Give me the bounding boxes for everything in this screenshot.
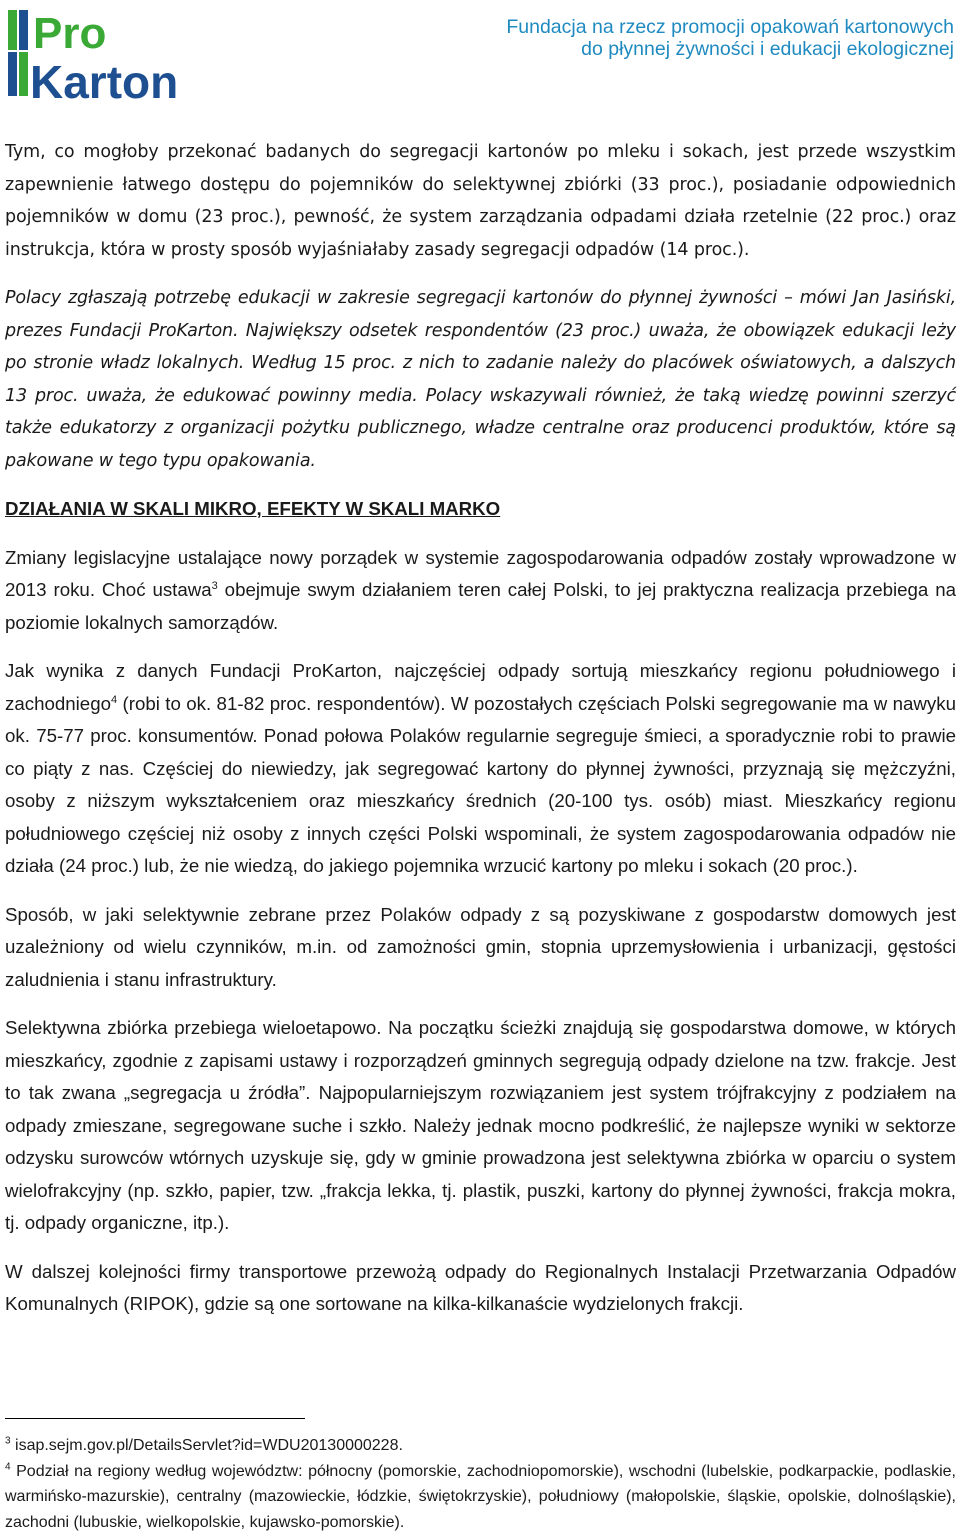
section-heading: DZIAŁANIA W SKALI MIKRO, EFEKTY W SKALI MARKO bbox=[5, 498, 501, 519]
organization-line-1: Fundacja na rzecz promocji opakowań kartonowych bbox=[506, 16, 954, 38]
footnote-number: 4 bbox=[5, 1461, 11, 1473]
paragraph-4-part-a: Jak wynika z danych Fundacji ProKarton, najczęściej odpady sortują mieszkańcy regionu południowego i zachodniego bbox=[5, 660, 956, 714]
paragraph-4 bbox=[5, 655, 956, 883]
paragraph-4-part-b: (robi to ok. 81-82 proc. respondentów). W pozostałych częściach Polski segregowanie ma w nawyku ok. 75-77 proc. konsumentów. Ponad połowa Polaków regularnie segreguje śmieci, a sporadycznie robi to prawie co piąty z nas. Częściej do niewiedzy, jak segregować kartony do płynnej żywności, przyznają się mężczyźni, osoby z niższym wykształceniem oraz mieszkańcy średnich (20-100 tys. osób) miast. Mieszkańcy regionu południowego częściej niż osoby z innych części Polski wspominali, że system zagospodarowania odpadów nie działa (24 proc.) lub, że nie wiedzą, do jakiego pojemnika wrzucić kartony po mleku i sokach (20 proc.). bbox=[5, 692, 956, 876]
paragraph-3-part-b: obejmuje swym działaniem teren całej Polski, to jej praktyczna realizacja przebiega na poziomie lokalnych samorządów. bbox=[5, 579, 956, 633]
page-header bbox=[0, 0, 960, 110]
svg-text:Pro: Pro bbox=[33, 9, 107, 58]
footnote-3 bbox=[5, 1433, 956, 1459]
paragraph-2-quote: Polacy zgłaszają potrzebę edukacji w zakresie segregacji kartonów do płynnej żywności – mówi Jan Jasiński, prezes Fundacji ProKarton. Największy odsetek respondentów (23 proc.) uważa, że obowiązek edukacji leży po stronie władz lokalnych. Według 15 proc. z nich to zadanie należy do placówek oświatowych, a dalszych 13 proc. uważa, że edukować powinny media. Polacy wskazywali również, że taką wiedzę powinni szerzyć także edukatorzy z organizacji pożytku publicznego, władze centralne oraz producenci produktów, które są pakowane w tego typu opakowania. bbox=[5, 288, 956, 471]
paragraph-1: Tym, co mogłoby przekonać badanych do segregacji kartonów po mleku i sokach, jest przede wszystkim zapewnienie łatwego dostępu do pojemników do selektywnej zbiórki (33 proc.), posiadanie odpowiednich pojemników w domu (23 proc.), pewność, że system zarządzania odpadami działa rzetelnie (22 proc.) oraz instrukcja, która w prosty sposób wyjaśniałaby zasady segregacji odpadów (14 proc.). bbox=[5, 142, 956, 260]
footnote-text: isap.sejm.gov.pl/DetailsServlet?id=WDU20130000228. bbox=[10, 1437, 403, 1454]
paragraph-7: W dalszej kolejności firmy transportowe przewożą odpady do Regionalnych Instalacji Przetwarzania Odpadów Komunalnych (RIPOK), gdzie są one sortowane na kilka-kilkanaście wydzielonych frakcji. bbox=[5, 1260, 956, 1314]
footnote-number: 3 bbox=[5, 1435, 11, 1447]
article-body bbox=[5, 136, 956, 1337]
paragraph-3 bbox=[5, 542, 956, 640]
footnote-ref-3[interactable]: 3 bbox=[211, 579, 218, 592]
paragraph-5: Sposób, w jaki selektywnie zebrane przez Polaków odpady z są pozyskiwane z gospodarstw domowych jest uzależniony od wielu czynników, m.in. od zamożności gmin, stopnia uprzemysłowienia i urbanizacji, gęstości zaludnienia i stanu infrastruktury. bbox=[5, 903, 956, 990]
footnote-text: Podział na regiony według województw: północny (pomorskie, zachodniopomorskie), wschodni (lubelskie, podkarpackie, podlaskie, warmińsko-mazurskie), centralny (mazowieckie, łódzkie, świętokrzyskie), południowy (małopolskie, śląskie, opolskie, dolnośląskie), zachodni (lubuskie, wielkopolskie, kujawsko-pomorskie). bbox=[5, 1462, 956, 1531]
paragraph-6: Selektywna zbiórka przebiega wieloetapowo. Na początku ścieżki znajdują się gospodarstwa domowe, w których mieszkańcy, zgodnie z zapisami ustawy i rozporządzeń gminnych segregują odpady dzielone na tzw. frakcje. Jest to tak zwana „segregacja u źródła”. Najpopularniejszym rozwiązaniem jest system trójfrakcyjny z podziałem na odpady zmieszane, segregowane suche i szkło. Należy jednak mocno podkreślić, że najlepsze wyniki w sektorze odzysku surowców wtórnych uzyskuje się, gdy w gminie prowadzona jest selektywna zbiórka w oparciu o system wielofrakcyjny (np. szkło, papier, tzw. „frakcja lekka, tj. plastik, puszki, kartony do płynnej żywności, frakcja mokra, tj. odpady organiczne, itp.). bbox=[5, 1017, 956, 1233]
paragraph-3-part-a: Zmiany legislacyjne ustalające nowy porządek w systemie zagospodarowania odpadów zostały wprowadzone w 2013 roku. Choć ustawa bbox=[5, 546, 956, 600]
prokarton-logo bbox=[6, 6, 202, 102]
footnote-divider bbox=[5, 1418, 305, 1419]
organization-name bbox=[506, 16, 954, 60]
footnotes bbox=[5, 1433, 956, 1535]
footnote-ref-4[interactable]: 4 bbox=[110, 693, 118, 706]
svg-text:Karton: Karton bbox=[30, 56, 179, 102]
organization-line-2: do płynnej żywności i edukacji ekologicznej bbox=[581, 38, 954, 60]
footnote-4 bbox=[5, 1459, 956, 1536]
